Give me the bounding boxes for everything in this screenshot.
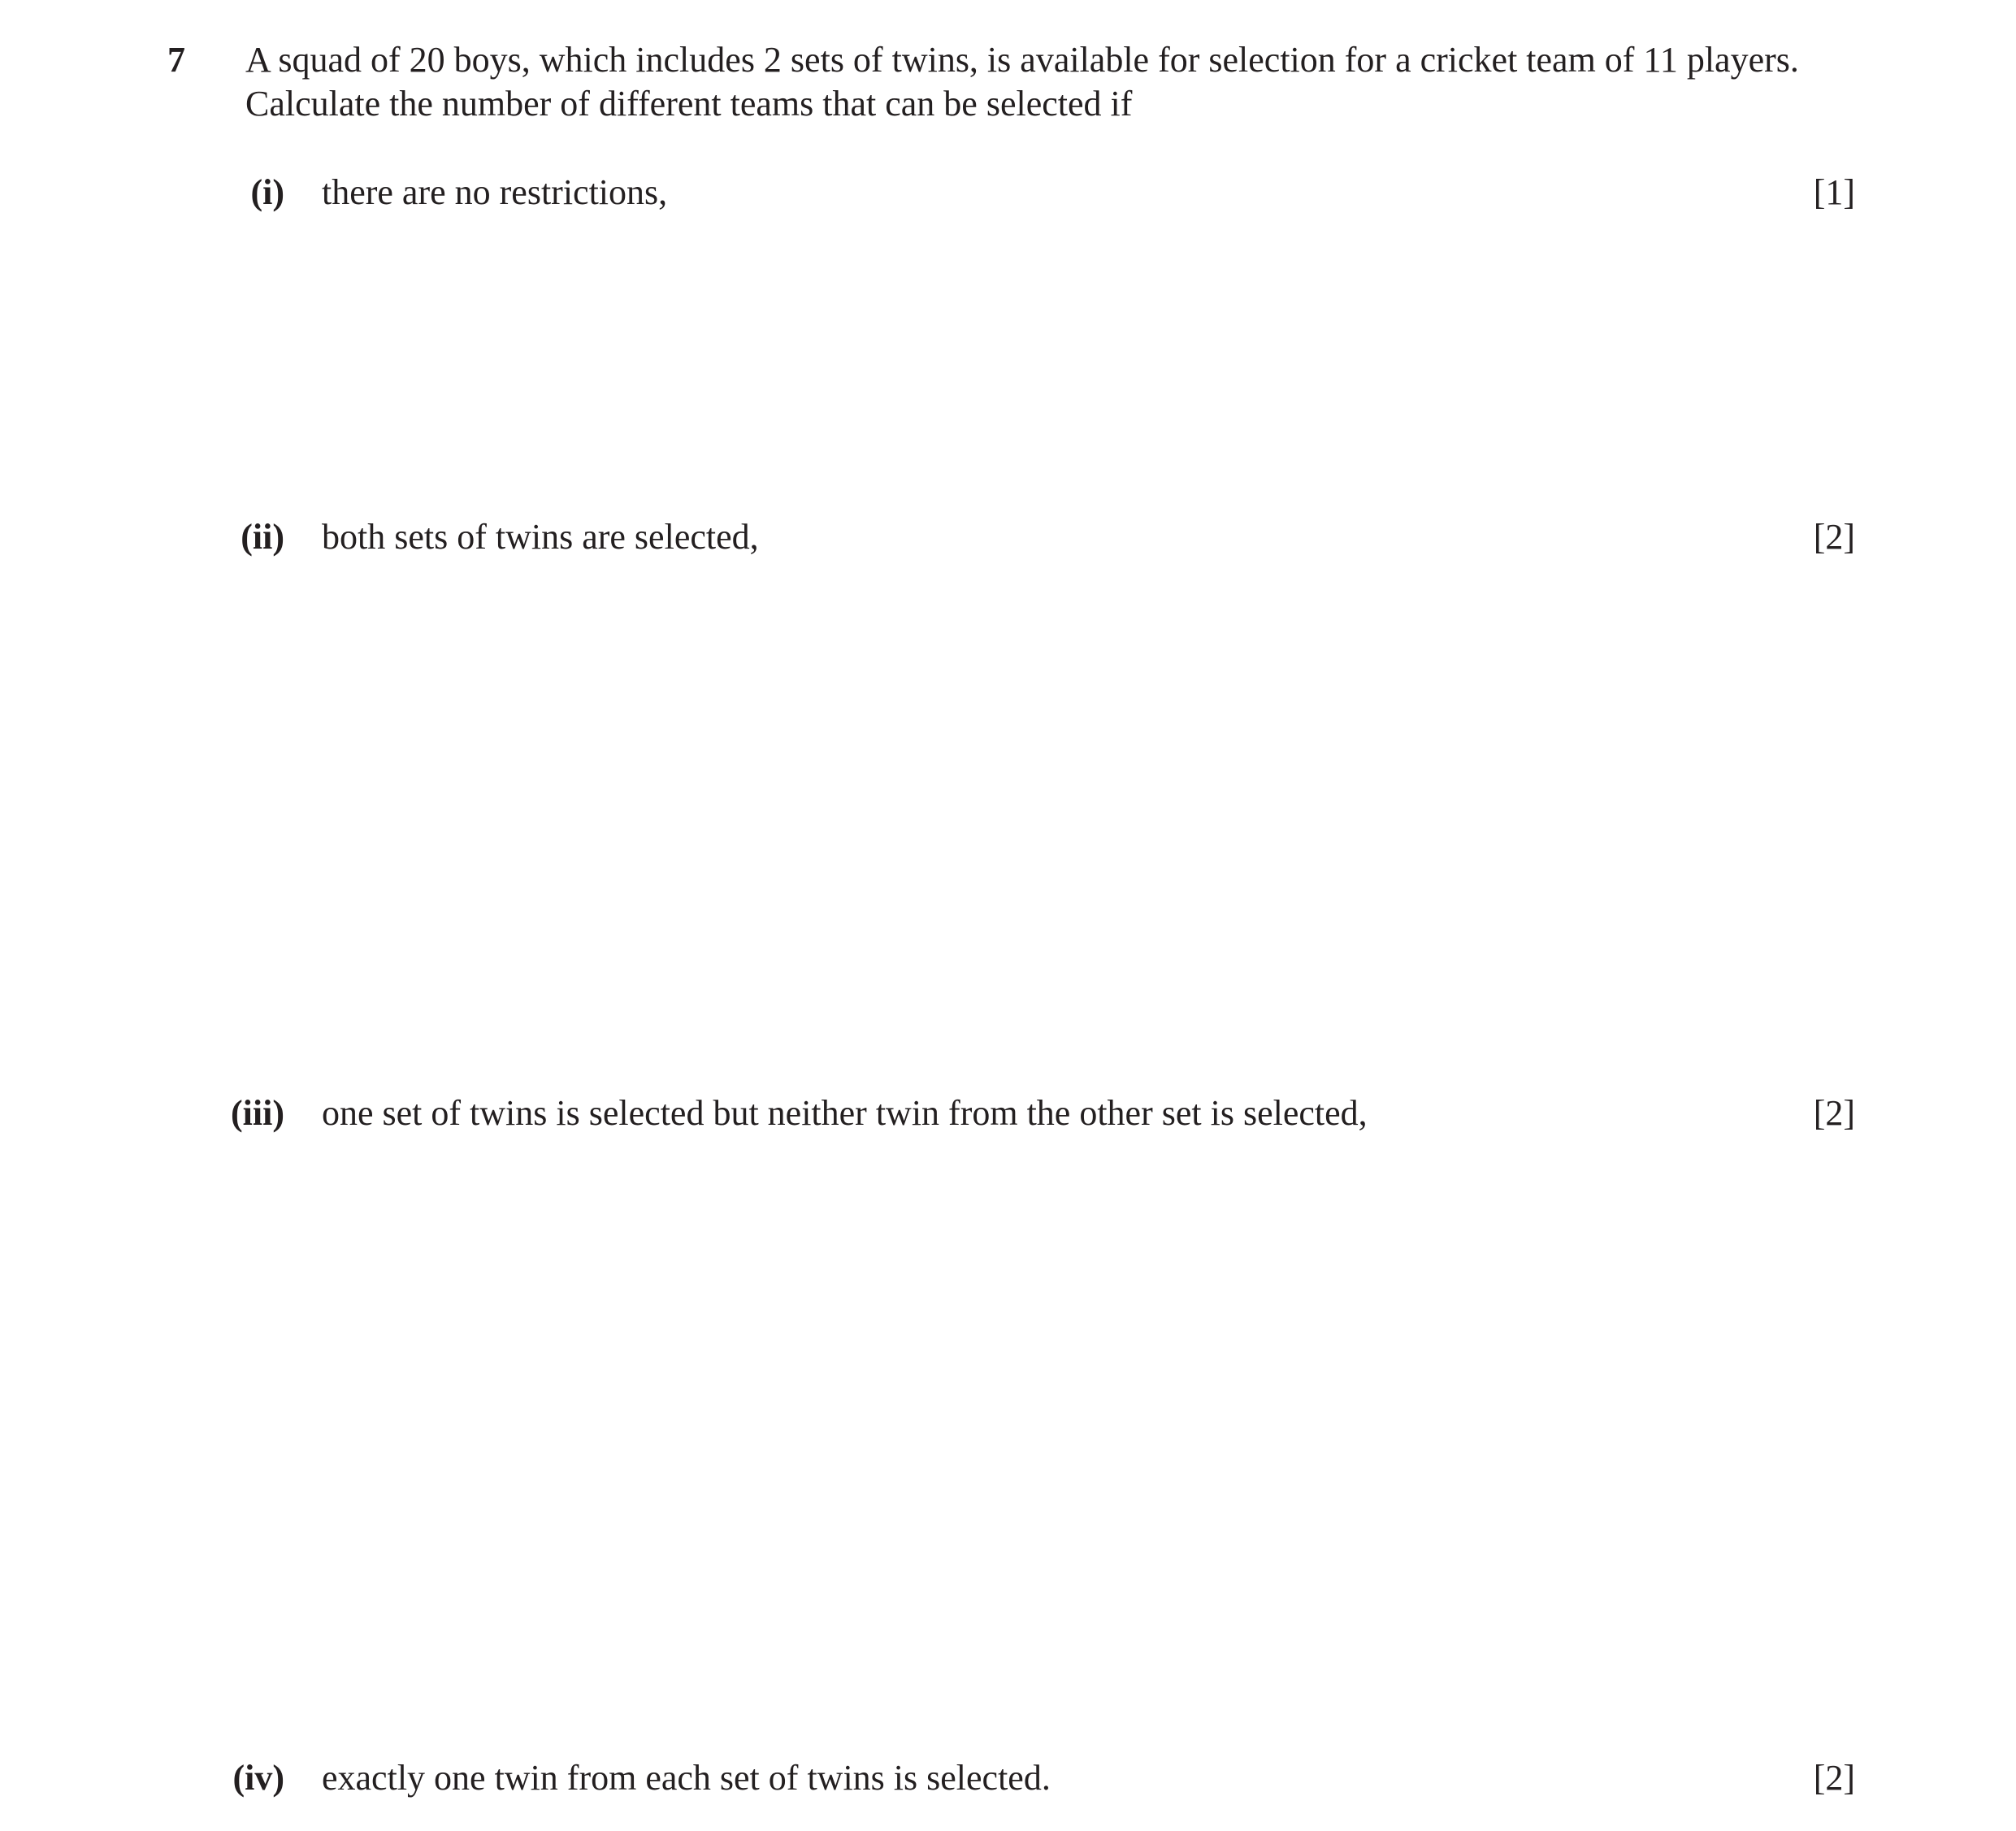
part-marks: [2] [1813,1093,1855,1133]
part-text: both sets of twins are selected, [322,517,759,557]
question-number: 7 [167,40,185,80]
part-text: exactly one twin from each set of twins is selected. [322,1758,1051,1798]
part-marks: [2] [1813,1758,1855,1798]
question-stem-line-1: A squad of 20 boys, which includes 2 sets of twins, is available for selection for a cricket team of 11 players. [245,40,1799,80]
part-label: (iv) [232,1758,284,1798]
part-text: one set of twins is selected but neither twin from the other set is selected, [322,1093,1368,1133]
part-label: (ii) [241,517,284,557]
part-ii [0,515,2016,564]
part-iii [0,1091,2016,1140]
part-iv [0,1756,2016,1805]
part-marks: [2] [1813,517,1855,557]
part-text: there are no restrictions, [322,172,668,212]
part-i [0,171,2016,219]
part-marks: [1] [1813,172,1855,212]
part-label: (i) [250,172,284,212]
question-stem-line-2: Calculate the number of different teams that can be selected if [245,84,1133,124]
part-label: (iii) [231,1093,284,1133]
question-stem [245,38,1871,126]
